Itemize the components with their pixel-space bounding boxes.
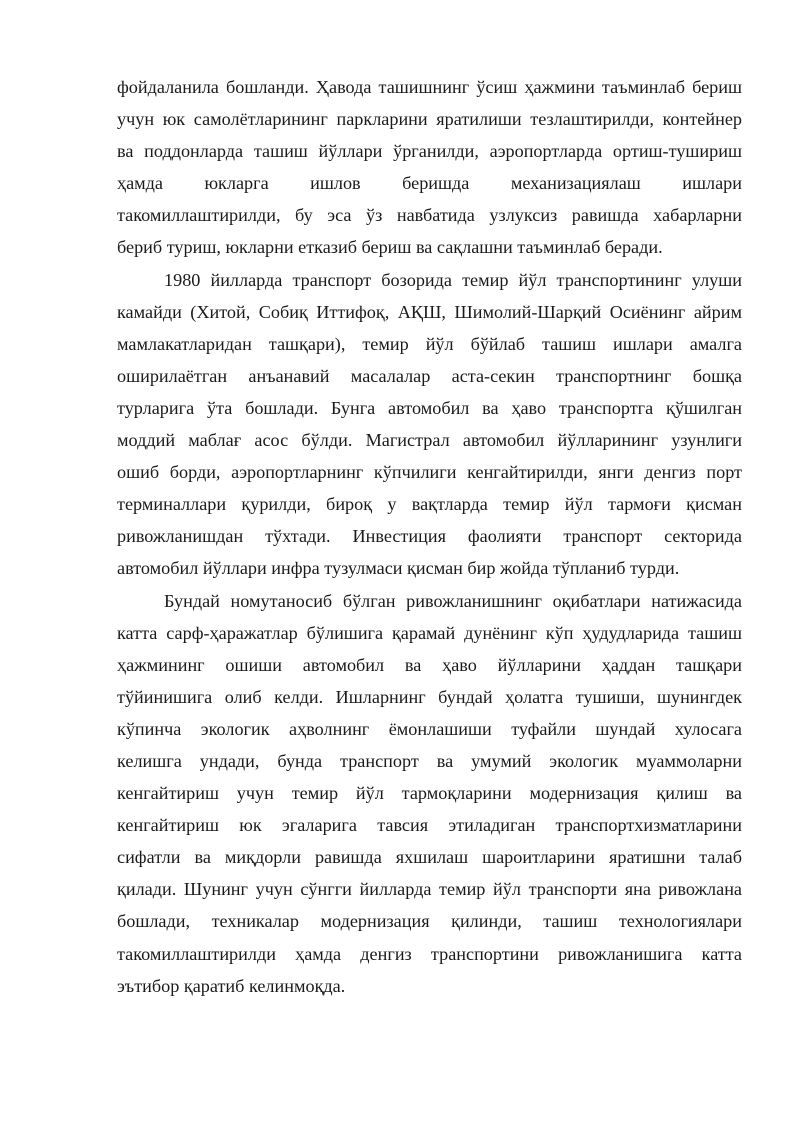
text-line: бошлади, техникалар модернизация қилинди, ташиш технологиялари	[117, 911, 742, 932]
text-line: ривожланишдан тўхтади. Инвестиция фаолияти транспорт секторида	[117, 526, 742, 547]
text-line: катта сарф-ҳаражатлар бўлишига қарамай дунёнинг кўп ҳудудларида ташиш	[117, 622, 742, 643]
text-line: ҳамда юкларга ишлов беришда механизациялаш ишлари	[117, 173, 742, 194]
text-line: мамлакатларидан ташқари), темир йўл бўйлаб ташиш ишлари амалга	[117, 333, 742, 354]
text-line: терминаллари қурилди, бироқ у вақтларда темир йўл тармоғи қисман	[117, 494, 742, 515]
text-line: камайди (Хитой, Собиқ Иттифоқ, АҚШ, Шимолий-Шарқий Осиёнинг айрим	[117, 301, 742, 322]
text-line: оширилаётган анъанавий масалалар аста-секин транспортнинг бошқа	[117, 365, 742, 386]
text-line: такомиллаштирилди, бу эса ўз навбатида узлуксиз равишда хабарларни	[117, 205, 742, 226]
text-line: моддий маблағ асос бўлди. Магистрал автомобил йўлларининг узунлиги	[117, 430, 742, 451]
text-line: ҳажмининг ошиши автомобил ва ҳаво йўлларини ҳаддан ташқари	[117, 654, 742, 675]
text-line: кенгайтириш юк эгаларига тавсия этиладиган транспортхизматларини	[117, 815, 742, 836]
text-line: ва поддонларда ташиш йўллари ўрганилди, аэропортларда ортиш-тушириш	[117, 141, 742, 162]
text-line: 1980 йилларда транспорт бозорида темир йўл транспортининг улуши	[164, 269, 742, 290]
text-line: ошиб борди, аэропортларнинг кўпчилиги кенгайтирилди, янги денгиз порт	[117, 462, 742, 483]
text-line: эътибор қаратиб келинмоқда.	[117, 975, 346, 996]
text-line: келишга ундади, бунда транспорт ва умумий экологик муаммоларни	[117, 750, 742, 771]
text-line: қилади. Шунинг учун сўнгги йилларда темир йўл транспорти яна ривожлана	[117, 879, 742, 900]
text-line: турларига ўта бошлади. Бунга автомобил ва ҳаво транспортга қўшилган	[117, 397, 742, 418]
paragraph-1	[117, 71, 742, 264]
text-line: тўйинишига олиб келди. Ишларнинг бундай ҳолатга тушиши, шунингдек	[117, 686, 742, 707]
text-line: автомобил йўллари инфра тузулмаси қисман бир жойда тўпланиб турди.	[117, 558, 680, 579]
text-line: кенгайтириш учун темир йўл тармоқларини модернизация қилиш ва	[117, 783, 742, 804]
paragraph-2	[117, 264, 742, 585]
text-line: сифатли ва миқдорли равишда яхшилаш шароитларини яратишни талаб	[117, 847, 742, 868]
text-line: кўпинча экологик аҳволнинг ёмонлашиши туфайли шундай хулосага	[117, 718, 742, 739]
text-line: учун юк самолётларининг паркларини яратилиши тезлаштирилди, контейнер	[117, 109, 742, 130]
text-line: Бундай номутаносиб бўлган ривожланишнинг оқибатлари натижасида	[164, 590, 742, 611]
text-line: такомиллаштирилди ҳамда денгиз транспортини ривожланишига катта	[117, 943, 742, 964]
paragraph-3	[117, 585, 742, 1002]
text-line: бериб туриш, юкларни етказиб бериш ва сақлашни таъминлаб беради.	[117, 237, 663, 258]
text-line: фойдаланила бошланди. Ҳаводa ташишнинг ўсиш ҳажмини таъминлаб бериш	[117, 77, 742, 97]
document-body	[117, 71, 742, 1002]
